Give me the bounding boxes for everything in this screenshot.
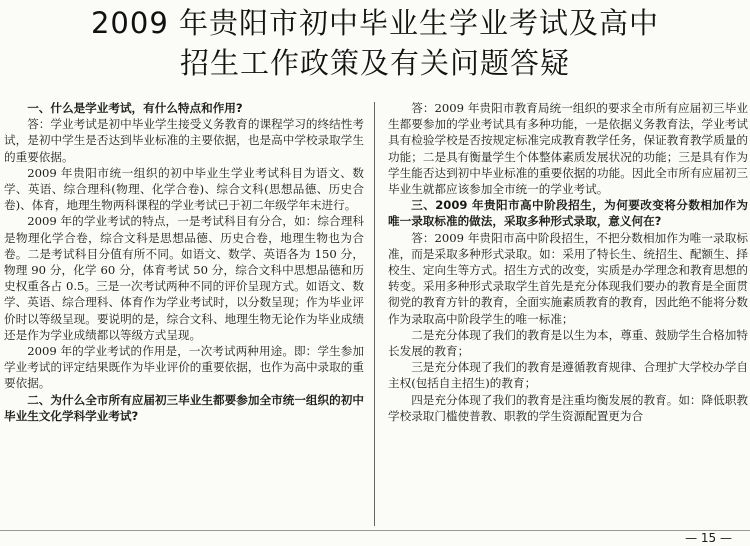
question-2-heading: 二、为什么全市所有应届初三毕业生都要参加全市统一组织的初中毕业生文化学科学业考试? [4, 392, 364, 423]
answer-2-paragraph: 答：2009 年贵阳市教育局统一组织的要求全市所有应届初三毕业生都要参加的学业考试具有多种功能，一是依据义务教育法，学业考试具有检验学校是否按规定标准完成教育教学任务，保证教育教学质量的功能；二是具有衡量学生个体整体素质发展状况的功能；三是具有作为学生能否达到初中毕业标准的重要依据的功能。因此全市所有应届初三毕业生就都应该参加全市统一的学业考试。 [388, 101, 748, 197]
answer-1-paragraph-2: 2009 年贵阳市统一组织的初中毕业生学业考试科目为语文、数学、英语、综合理科(物理、化学合卷)、综合文科(思想品德、历史合卷)、体育，地理生物两科课程的学业考试已于初二年级学年末进行。 [4, 165, 364, 213]
title-line-2: 招生工作政策及有关问题答疑 [179, 46, 570, 80]
answer-3-paragraph-3: 三是充分体现了我们的教育是遵循教育规律、合理扩大学校办学自主权(包括自主招生)的教育； [388, 360, 748, 391]
title-line-1: 2009 年贵阳市初中毕业生学业考试及高中 [90, 6, 660, 40]
page-number: — 15 — [685, 531, 732, 545]
answer-3-paragraph-1: 答：2009 年贵阳市高中阶段招生，不把分数相加作为唯一录取标准，而是采取多种形式录取。如：采用了特长生、统招生、配额生、择校生、定向生等方式。招生方式的改变，实质是办学理念和教育思想的转变。采用多种形式录取学生首先是充分体现我们要办的教育是全面贯彻党的教育方针的教育，全面实施素质教育的教育，因此绝不能将分数作为录取高中阶段学生的唯一标准； [388, 230, 748, 326]
document-title [0, 4, 750, 82]
answer-3-paragraph-4: 四是充分体现了我们的教育是注重均衡发展的教育。如：降低职教学校录取门槛使普教、职教的学生资源配置更为合 [388, 392, 748, 423]
right-column [388, 100, 748, 526]
question-1-heading: 一、什么是学业考试，有什么特点和作用? [27, 101, 243, 115]
left-column [4, 100, 364, 526]
article-body [4, 100, 746, 526]
answer-1-paragraph-1: 答：学业考试是初中毕业学生接受义务教育的课程学习的终结性考试，是初中学生是否达到毕业标准的主要依据，也是高中学校录取学生的重要依据。 [4, 117, 364, 164]
footer-rule [0, 530, 750, 531]
answer-1-paragraph-4: 2009 年的学业考试的作用是，一次考试两种用途。即：学生参加学业考试的评定结果既作为毕业评价的重要依据，也作为高中录取的重要依据。 [4, 344, 364, 391]
answer-1-paragraph-3: 2009 年的学业考试的特点，一是考试科目有分合，如：综合理科是物理化学合卷，综合文科是思想品德、历史合卷，地理生物也为合卷。二是考试科目分值有所不同。如语文、数学、英语各为 150 分，物理 90 分，化学 60 分，体育考试 50 分，综合文科中思想品德和历史权重各占 0.5。三是一次考试两种不同的评价呈现方式。如语文、数学、英语、综合理科、体育作为学业考试时，以分数呈现；作为毕业评价时以等级呈现。要说明的是，综合文科、地理生物无论作为毕业成绩还是作为学业成绩都以等级方式呈现。 [4, 214, 364, 342]
question-3-heading: 三、2009 年贵阳市高中阶段招生，为何要改变将分数相加作为唯一录取标准的做法，采取多种形式录取，意义何在? [388, 198, 748, 229]
answer-3-paragraph-2: 二是充分体现了我们的教育是以生为本，尊重、鼓励学生合格加特长发展的教育； [388, 327, 748, 359]
column-divider [374, 102, 375, 526]
